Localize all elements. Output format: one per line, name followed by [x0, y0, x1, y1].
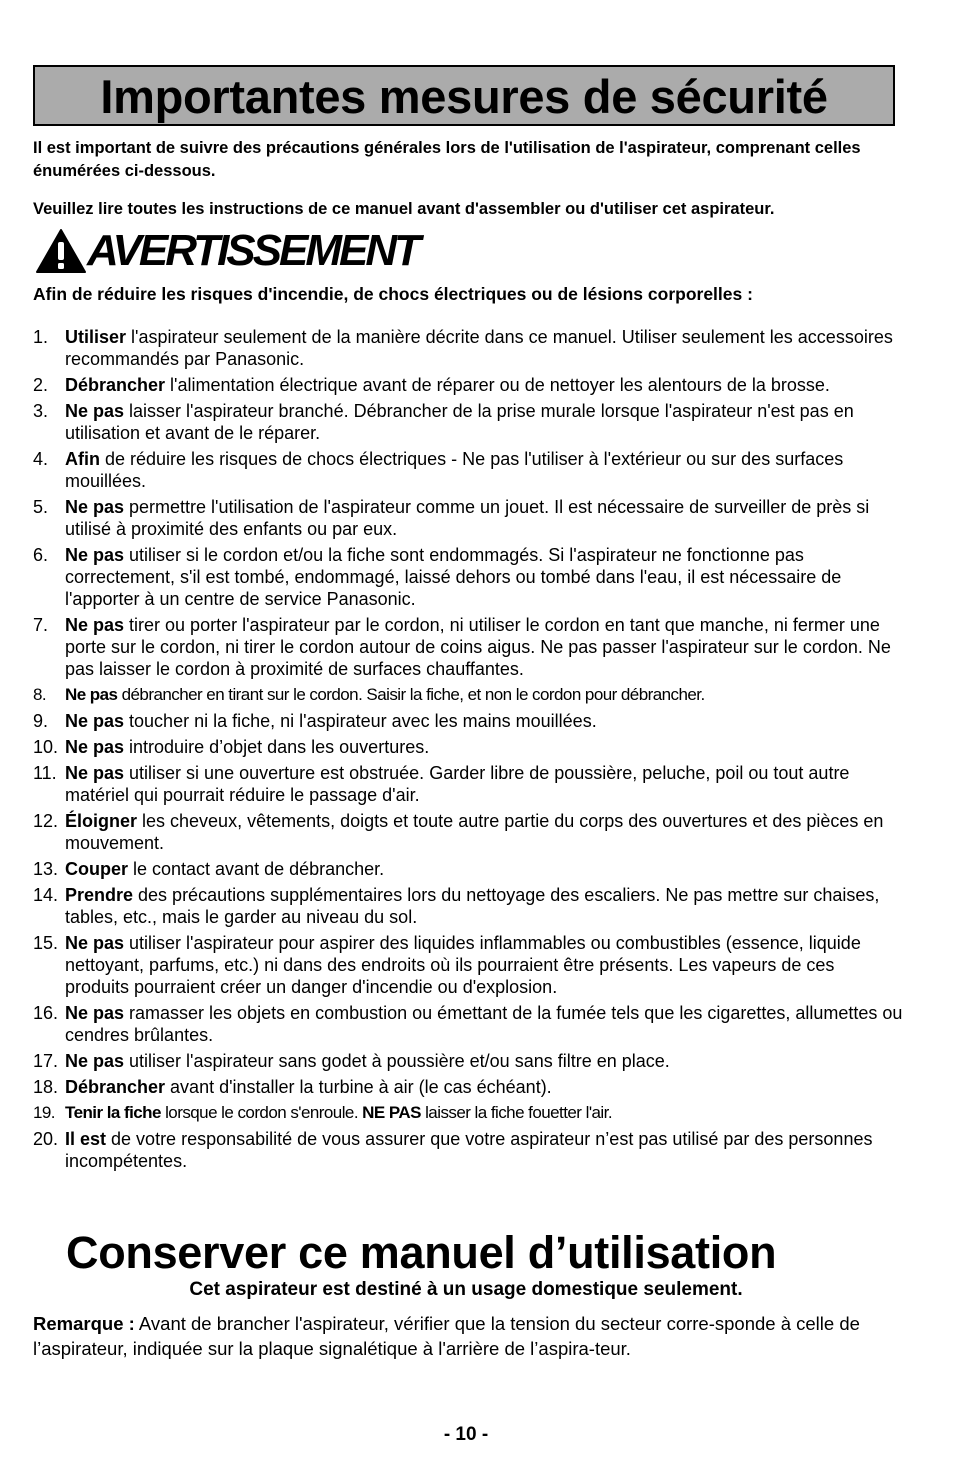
- list-item-body: débrancher en tirant sur le cordon. Saisir la fiche, et non le cordon pour débrancher.: [117, 685, 705, 704]
- list-item: [33, 1002, 903, 1046]
- list-item-body: ramasser les objets en combustion ou émettant de la fumée tels que les cigarettes, allumettes ou cendres brûlantes.: [65, 1003, 903, 1045]
- list-item-text: [65, 762, 903, 806]
- list-item-number: 14.: [33, 885, 59, 905]
- list-item-text: [65, 1050, 903, 1072]
- list-item-body: des précautions supplémentaires lors du nettoyage des escaliers. Ne pas mettre sur chaises, tables, etc., mais le garder au niveau du sol.: [65, 885, 880, 927]
- list-item-body: avant d'installer la turbine à air (le cas échéant).: [165, 1077, 552, 1097]
- list-item-body: permettre l'utilisation de l'aspirateur comme un jouet. Il est nécessaire de surveiller de près si utilisé à proximité des enfants ou par eux.: [65, 497, 870, 539]
- list-item-text: [65, 374, 903, 396]
- list-item-body: utiliser l'aspirateur sans godet à poussière et/ou sans filtre en place.: [124, 1051, 670, 1071]
- list-item-keyword: Afin: [65, 449, 100, 469]
- list-item-keyword: Ne pas: [65, 711, 125, 731]
- list-item-text: [65, 400, 903, 444]
- warning-lead: Afin de réduire les risques d'incendie, de chocs électriques ou de lésions corporelles :: [33, 284, 753, 304]
- list-item-keyword: Débrancher: [65, 1077, 166, 1097]
- list-item-number: 15.: [33, 933, 59, 953]
- list-item-text: [65, 1002, 903, 1046]
- list-item-keyword: Tenir la fiche: [65, 1103, 161, 1122]
- list-item-text: [65, 710, 903, 732]
- list-item: [33, 326, 903, 370]
- list-item-number: 8.: [33, 685, 47, 704]
- list-item-keyword: Ne pas: [65, 1003, 125, 1023]
- list-item-body: les cheveux, vêtements, doigts et toute autre partie du corps des ouvertures et des pièces en mouvement.: [65, 811, 884, 853]
- list-item-keyword: Ne pas: [65, 763, 125, 783]
- list-item-body: de réduire les risques de chocs électriques - Ne pas l'utiliser à l'extérieur ou sur des surfaces mouillées.: [65, 449, 844, 491]
- list-item-body: de votre responsabilité de vous assurer que votre aspirateur n’est pas utilisé par des personnes incompétentes.: [65, 1129, 873, 1171]
- list-item-text: [65, 1102, 903, 1124]
- list-item: [33, 884, 903, 928]
- note-paragraph: [33, 1311, 903, 1361]
- list-item-keyword: Prendre: [65, 885, 134, 905]
- list-item-number: 5.: [33, 497, 49, 517]
- list-item: [33, 374, 903, 396]
- list-item: [33, 1102, 903, 1124]
- list-item: [33, 736, 903, 758]
- list-item-keyword: Utiliser: [65, 327, 127, 347]
- list-item-number: 16.: [33, 1003, 59, 1023]
- list-item-body: introduire d’objet dans les ouvertures.: [124, 737, 430, 757]
- save-manual-heading: Conserver ce manuel d’utilisation: [66, 1227, 777, 1278]
- list-item-body: tirer ou porter l'aspirateur par le cordon, ni utiliser le cordon en tant que manche, ni fermer une porte sur le cordon, ni tirer le cordon autour de coins aigus. Ne pas passer l'aspirateur sur le cordon. Ne pas laisser le cordon à proximité de surfaces chauffantes.: [65, 615, 891, 679]
- list-item: [33, 710, 903, 732]
- list-item-text: [65, 614, 903, 680]
- list-item-text: [65, 544, 903, 610]
- list-item-number: 2.: [33, 375, 49, 395]
- list-item-body: utiliser l'aspirateur pour aspirer des liquides inflammables ou combustibles (essence, liquide nettoyant, parfums, etc.) ni dans des endroits où ils pourraient être présents. Les vapeurs de ces produits pourraient créer un danger d'incendie ou d'explosion.: [65, 933, 861, 997]
- list-item-number: 1.: [33, 327, 49, 347]
- list-item-number: 4.: [33, 449, 49, 469]
- list-item-body: le contact avant de débrancher.: [128, 859, 385, 879]
- list-item-keyword: Couper: [65, 859, 128, 879]
- list-item-body: l'alimentation électrique avant de réparer ou de nettoyer les alentours de la brosse.: [165, 375, 830, 395]
- list-item-body: toucher ni la fiche, ni l'aspirateur avec les mains mouillées.: [124, 711, 597, 731]
- list-item-keyword: Ne pas: [65, 545, 125, 565]
- list-item-body: lorsque le cordon s'enroule.: [160, 1103, 363, 1122]
- list-item-number: 13.: [33, 859, 59, 879]
- list-item: [33, 400, 903, 444]
- intro-instructions: Veuillez lire toutes les instructions de ce manuel avant d'assembler ou d'utiliser cet aspirateur.: [33, 200, 775, 218]
- list-item-text: [65, 736, 903, 758]
- list-item-number: 7.: [33, 615, 49, 635]
- warning-word: AVERTISSEMENT: [87, 226, 418, 275]
- list-item-number: 3.: [33, 401, 49, 421]
- list-item-number: 19.: [33, 1103, 55, 1122]
- list-item: [33, 858, 903, 880]
- list-item-number: 12.: [33, 811, 59, 831]
- list-item-keyword: Ne pas: [65, 615, 125, 635]
- list-item-text: [65, 684, 903, 706]
- list-item-keyword: Éloigner: [65, 811, 138, 831]
- list-item-body: laisser l'aspirateur branché. Débrancher de la prise murale lorsque l'aspirateur n'est pas en utilisation et avant de le réparer.: [65, 401, 854, 443]
- list-item-number: 17.: [33, 1051, 59, 1071]
- list-item-keyword: Ne pas: [65, 685, 118, 704]
- list-item-text: [65, 1076, 903, 1098]
- list-item-text: [65, 884, 903, 928]
- list-item-number: 11.: [33, 763, 57, 783]
- intro-text: Il est important de suivre des précautions générales lors de l'utilisation de l'aspirateur, comprenant celles énumérées ci-dessous.: [33, 139, 861, 180]
- list-item-body: l'aspirateur seulement de la manière décrite dans ce manuel. Utiliser seulement les accessoires recommandés par Panasonic.: [65, 327, 893, 369]
- safety-list: [33, 326, 903, 1176]
- list-item-body: laisser la fiche fouetter l'air.: [420, 1103, 612, 1122]
- warning-heading: [35, 226, 418, 276]
- list-item: [33, 932, 903, 998]
- list-item-keyword: NE PAS: [362, 1103, 421, 1122]
- list-item-keyword: Débrancher: [65, 375, 166, 395]
- list-item: [33, 544, 903, 610]
- list-item-number: 9.: [33, 711, 49, 731]
- domestic-use-notice: Cet aspirateur est destiné à un usage domestique seulement.: [189, 1279, 743, 1300]
- page-title: Importantes mesures de sécurité: [100, 70, 828, 123]
- list-item-keyword: Ne pas: [65, 401, 125, 421]
- list-item-text: [65, 1128, 903, 1172]
- list-item-text: [65, 326, 903, 370]
- list-item: [33, 1050, 903, 1072]
- list-item-keyword: Ne pas: [65, 933, 125, 953]
- list-item: [33, 614, 903, 680]
- list-item-keyword: Ne pas: [65, 1051, 125, 1071]
- list-item: [33, 1128, 903, 1172]
- title-box: [33, 65, 895, 126]
- list-item: [33, 810, 903, 854]
- list-item: [33, 496, 903, 540]
- warning-triangle-icon: [35, 228, 87, 274]
- list-item-text: [65, 858, 903, 880]
- list-item-body: utiliser si une ouverture est obstruée. Garder libre de poussière, peluche, poil ou tout autre matériel qui pourrait réduire le passage d'air.: [65, 763, 850, 805]
- list-item-text: [65, 448, 903, 492]
- list-item-keyword: Ne pas: [65, 737, 125, 757]
- list-item-keyword: Il est: [65, 1129, 107, 1149]
- page-number: - 10 -: [443, 1424, 489, 1445]
- list-item-number: 6.: [33, 545, 49, 565]
- list-item-body: utiliser si le cordon et/ou la fiche sont endommagés. Si l'aspirateur ne fonctionne pas correctement, s'il est tombé, endommagé, laissé dehors ou tombé dans l'eau, il est nécessaire de l'apporter à un centre de service Panasonic.: [65, 545, 842, 609]
- list-item-number: 18.: [33, 1077, 59, 1097]
- list-item: [33, 684, 903, 706]
- list-item-keyword: Ne pas: [65, 497, 125, 517]
- list-item: [33, 762, 903, 806]
- list-item-text: [65, 932, 903, 998]
- note-label: Remarque :: [33, 1313, 135, 1334]
- list-item: [33, 448, 903, 492]
- note-text: Avant de brancher l'aspirateur, vérifier que la tension du secteur corre-sponde à celle de l’aspirateur, indiquée sur la plaque signalétique à l'arrière de l’aspira-teur.: [33, 1313, 860, 1359]
- list-item-number: 10.: [33, 737, 59, 757]
- list-item-text: [65, 496, 903, 540]
- list-item: [33, 1076, 903, 1098]
- list-item-number: 20.: [33, 1129, 59, 1149]
- list-item-text: [65, 810, 903, 854]
